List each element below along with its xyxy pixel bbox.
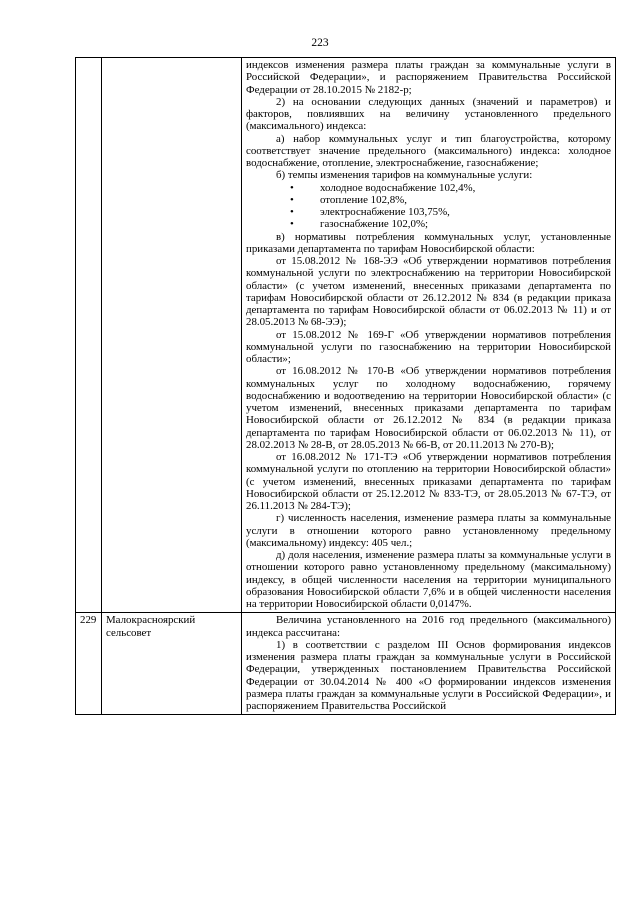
paragraph: от 15.08.2012 № 169-Г «Об утверждении нормативов потребления коммунальной услуги по газоснабжению на территории Новосибирской области»; <box>246 328 611 365</box>
paragraph: д) доля населения, изменение размера платы за коммунальные услуги в отношении которого равно установленному предельному (максимальному) индексу, в общей численности населения на территории муниципального образования Новосибирской области 7,6% и в общей численности населения на территории Новосибирской области 0,0147%. <box>246 549 611 610</box>
paragraph: Величина установленного на 2016 год предельного (максимального) индекса рассчитана: <box>246 614 611 639</box>
paragraph: от 16.08.2012 № 170-В «Об утверждении нормативов потребления коммунальных услуг по холодному водоснабжению, горячему водоснабжению и водоотведению на территории Новосибирской области» (с учетом изменений, внесенных приказами департамента по тарифам Новосибирской области от 26.12.2012 № 834 (в редакции приказа департамента по тарифам Новосибирской области от 06.02.2013 № 11), от 28.02.2013 № 28-В, от 28.05.2013 № 66-В, от 20.11.2013 № 270-В); <box>246 365 611 451</box>
paragraph: 2) на основании следующих данных (значений и параметров) и факторов, повлиявших на величину установленного предельного (максимального) индекса: <box>246 95 611 133</box>
paragraph: 1) в соответствии с разделом III Основ формирования индексов изменения размера платы граждан за коммунальные услуги в Российской Федерации, утвержденных постановлением Правительства Российской Федерации от 30.04.2014 № 400 «О формировании индексов изменения размера платы граждан за коммунальные услуги в Российской Федерации», и распоряжением Правительства Российской <box>246 638 611 712</box>
paragraph: б) темпы изменения тарифов на коммунальные услуги: <box>276 169 533 182</box>
municipality-cell <box>102 58 242 613</box>
paragraph: г) численность населения, изменение размера платы за коммунальные услуги в отношении которого равно установленному предельному (максимальному) индексу: 405 чел.; <box>246 512 611 549</box>
paragraph: от 15.08.2012 № 168-ЭЭ «Об утверждении нормативов потребления коммунальной услуги по электроснабжению на территории Новосибирской области» (с учетом изменений, внесенных приказами департамента по тарифам Новосибирской области от 26.12.2012 № 834 (в редакции приказа департамента по тарифам Новосибирской области от 06.02.2013 № 11) и от 28.05.2013 № 68-ЭЭ); <box>246 255 611 329</box>
list-item: • газоснабжение 102,0%; <box>246 218 611 230</box>
paragraph: от 16.08.2012 № 171-ТЭ «Об утверждении нормативов потребления коммунальной услуги по отоплению на территории Новосибирской области» (с учетом изменений, внесенных приказами департамента по тарифам Новосибирской области от 25.12.2012 № 833-ТЭ, от 28.05.2013 № 67-ТЭ, от 26.11.2013 № 284-ТЭ); <box>246 451 611 512</box>
description-cell <box>242 58 616 613</box>
table-row <box>76 58 616 613</box>
municipality-cell: Малокрасноярский сельсовет <box>102 613 242 715</box>
table-row <box>76 613 616 715</box>
tariff-index-table <box>75 57 616 715</box>
description-cell <box>242 613 616 715</box>
list-item: • отопление 102,8%, <box>246 194 611 206</box>
row-number-cell <box>76 58 102 613</box>
paragraph: а) набор коммунальных услуг и тип благоустройства, которому соответствует значение предельного (максимального) индекса: холодное водоснабжение, отопление, электроснабжение, газоснабжение; <box>246 132 611 169</box>
page-number: 223 <box>311 37 329 49</box>
paragraph: в) нормативы потребления коммунальных услуг, установленные приказами департамента по тарифам Новосибирской области: <box>246 230 611 255</box>
paragraph: индексов изменения размера платы граждан за коммунальные услуги в Российской Федерации», и распоряжением Правительства Российской Федерации от 28.10.2015 № 2182-р; <box>246 59 611 96</box>
row-number-cell: 229 <box>76 613 102 715</box>
list-item: • холодное водоснабжение 102,4%, <box>246 182 611 194</box>
list-item: • электроснабжение 103,75%, <box>246 206 611 218</box>
tariff-growth-list <box>246 182 611 231</box>
